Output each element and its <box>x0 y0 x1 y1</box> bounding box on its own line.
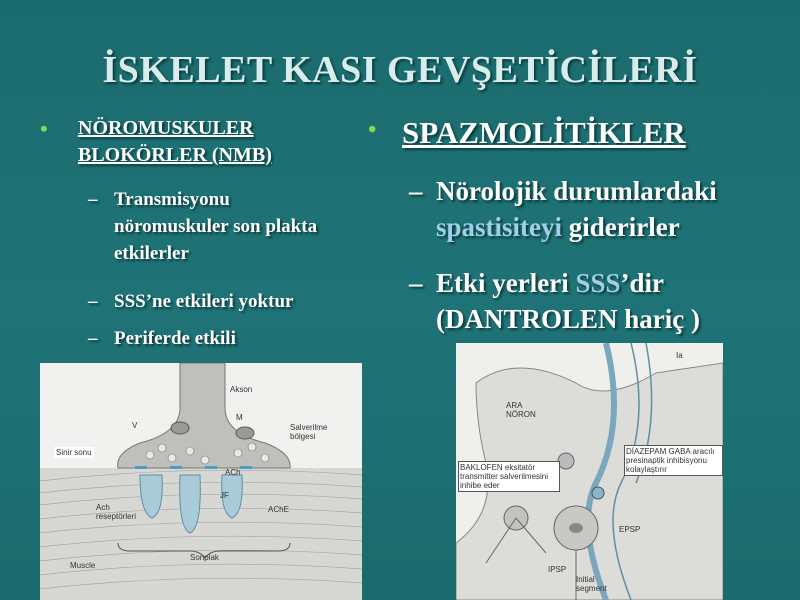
label-ipsp: IPSP <box>548 565 567 574</box>
right-subitem-1-text <box>436 173 717 245</box>
label-epsp: EPSP <box>619 525 641 534</box>
bullet-dot-icon: • <box>368 117 377 143</box>
right-subitem-1 <box>409 173 717 245</box>
bullet-nmb <box>40 115 360 169</box>
left-subitem-2-text: SSS’ne etkileri yoktur <box>114 291 294 312</box>
label-akson: Akson <box>230 385 253 394</box>
dantrolen-text: (DANTROLEN hariç ) <box>436 304 700 334</box>
label-sinir-sonu: Sinir sonu <box>56 448 92 457</box>
right-subitem-1-line1: Nörolojik durumlardaki <box>436 176 717 206</box>
left-subitem-1 <box>88 186 348 267</box>
left-subitem-1-text: Transmisyonu nöromuskuler son plakta etkilerler <box>114 189 318 264</box>
spazmolitik-heading: SPAZMOLİTİKLER <box>402 115 686 150</box>
slide-title: İSKELET KASI GEVŞETİCİLERİ <box>102 49 698 91</box>
dash-icon: – <box>409 268 423 298</box>
bullet-spazmolitik <box>368 115 686 151</box>
label-ach-reseptor: Ach reseptörleri <box>96 503 137 521</box>
nmj-figure <box>40 363 362 600</box>
sss-text: SSS <box>575 268 621 298</box>
nmb-heading: NÖROMUSKULER BLOKÖRLER (NMB) <box>78 117 272 166</box>
dash-icon: – <box>409 176 423 206</box>
label-m: M <box>236 413 243 422</box>
right-subitem-2 <box>409 265 700 337</box>
dash-icon: – <box>88 291 98 312</box>
left-subitem-2 <box>88 288 378 315</box>
bullet-dot-icon: • <box>40 116 48 141</box>
label-diazepam: DİAZEPAM GABA aracılı presinaptik inhibisyonu kolaylaştırır <box>624 445 723 476</box>
label-sonplak: Sonplak <box>190 553 219 562</box>
dash-icon: – <box>88 189 98 210</box>
giderirler-text: giderirler <box>562 212 680 242</box>
label-muscle: Muscle <box>70 561 96 570</box>
etki-yerleri-text: Etki yerleri <box>436 268 576 298</box>
label-baklofen: BAKLOFEN eksitatör transmitter salverilmesini inhibe eder <box>458 461 560 492</box>
left-subitem-3-text: Periferde etkili <box>114 328 236 349</box>
label-ia: Ia <box>676 351 683 360</box>
label-ara-noron: ARA NÖRON <box>506 401 536 419</box>
label-ach: ACh <box>225 468 241 477</box>
label-initial-segment: Initial segment <box>576 575 607 593</box>
right-subitem-2-text <box>436 265 700 337</box>
dir-text: ’dir <box>620 268 665 298</box>
label-ache: AChE <box>268 505 289 514</box>
label-jf: JF <box>220 491 229 500</box>
spinal-circuit-figure <box>456 343 723 600</box>
left-subitem-3 <box>88 325 348 352</box>
dash-icon: – <box>88 328 98 349</box>
spastisiteyi-text: spastisiteyi <box>436 212 563 242</box>
label-v: V <box>132 421 138 430</box>
label-salverilme: Salverilme bölgesi <box>290 423 328 441</box>
